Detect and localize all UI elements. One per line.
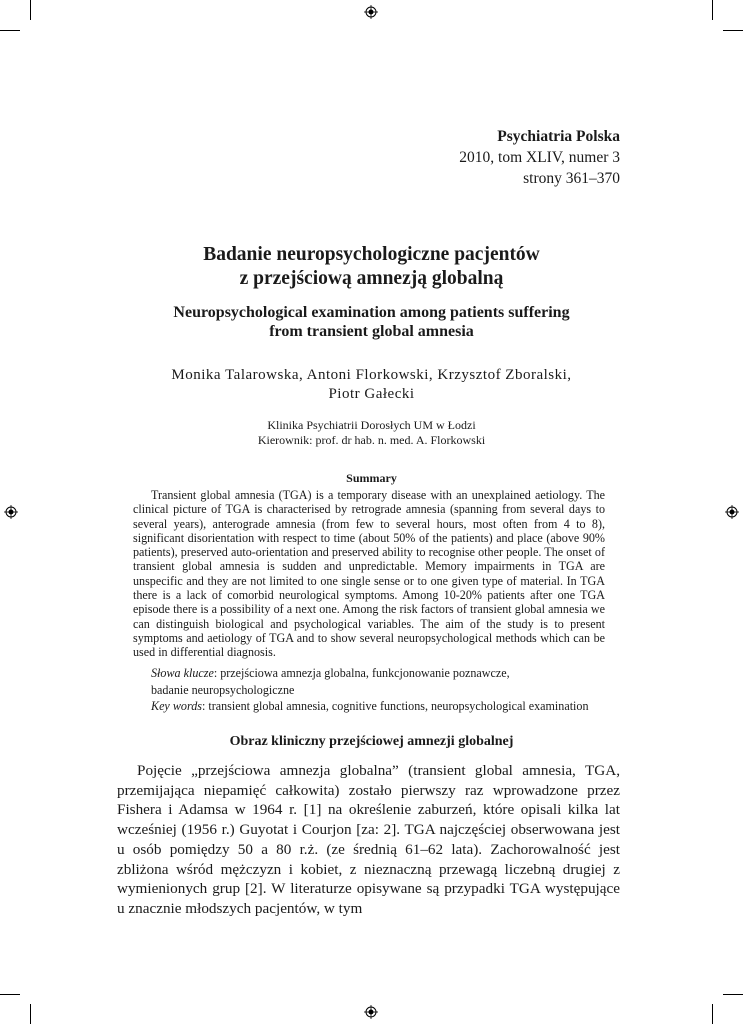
affiliation-line: Klinika Psychiatrii Dorosłych UM w Łodzi — [267, 418, 476, 432]
crop-mark — [0, 30, 20, 31]
authors-line: Piotr Gałecki — [328, 386, 415, 402]
keywords-en-text: : transient global amnesia, cognitive functions, neuropsychological examination — [201, 699, 589, 714]
authors-line: Monika Talarowska, Antoni Florkowski, Krzysztof Zboralski, — [171, 367, 572, 383]
title-line: Neuropsychological examination among patients suffering — [173, 304, 570, 321]
journal-name: Psychiatria Polska — [497, 128, 620, 145]
summary-heading: Summary — [346, 471, 397, 485]
registration-mark-icon — [4, 505, 18, 519]
article-title-polish — [0, 243, 743, 291]
registration-mark-icon — [364, 5, 378, 19]
section-heading: Obraz kliniczny przejściowej amnezji globalnej — [229, 734, 514, 749]
title-line: z przejściową amnezją globalną — [239, 268, 504, 289]
keywords-polish — [151, 665, 621, 682]
article-title-english — [0, 303, 743, 341]
body-paragraph: Pojęcie „przejściowa amnezja globalna” (transient global amnesia, TGA, przemijająca niepamięć całkowita) zostało pierwszy raz wprowadzone przez Fishera i Adamsa w 1964 r. [1] na określenie zaburzeń, które opisali kilka lat wcześniej (1956 r.) Guyotat i Courjon [za: 2]. TGA najczęściej obserwowana jest u osób pomiędzy 50 a 80 r.ż. (ze średnią 61–62 lata). Zachorowalność jest zbliżona wśród mężczyzn i kobiet, z nieznaczną przewagą liczebną drugiej z wymienionych grup [2]. W literaturze opisywane są przypadki TGA występujące u znacznie młodszych pacjentów, w tym — [117, 762, 620, 917]
affiliation — [0, 418, 743, 448]
keywords-block — [151, 665, 621, 715]
crop-mark — [0, 994, 20, 995]
keywords-en-label: Key words — [151, 699, 202, 714]
crop-mark — [30, 0, 31, 20]
registration-mark-icon — [725, 505, 739, 519]
keywords-pl-label: Słowa klucze — [151, 666, 214, 680]
crop-mark — [723, 994, 743, 995]
journal-pages: strony 361–370 — [523, 170, 620, 187]
keywords-english — [151, 698, 621, 715]
crop-mark — [723, 30, 743, 31]
journal-issue: 2010, tom XLIV, numer 3 — [459, 149, 620, 166]
keywords-pl-continued: badanie neuropsychologiczne — [151, 682, 295, 697]
crop-mark — [30, 1004, 31, 1024]
author-list — [0, 366, 743, 404]
keywords-pl-text: : przejściowa amnezja globalna, funkcjonowanie poznawcze, — [213, 666, 510, 680]
journal-header — [459, 126, 620, 189]
affiliation-line: Kierownik: prof. dr hab. n. med. A. Florkowski — [257, 433, 486, 447]
crop-mark — [712, 1004, 713, 1024]
title-line: Badanie neuropsychologiczne pacjentów — [203, 244, 540, 265]
summary-text: Transient global amnesia (TGA) is a temporary disease with an unexplained aetiology. The clinical picture of TGA is characterised by retrograde amnesia (spanning from several days to several years), anterograde amnesia (from few to several hours, most often from 4 to 8), significant disorientation with respect to time (about 50% of the patients) and place (above 90% patients), preserved auto-orientation and preserved ability to recognise other people. The onset of transient global amnesia is sudden and unpredictable. Memory impairments in TGA are unspecific and they are not limited to one single sense or to one given type of material. In TGA there is a lack of comorbid neurological symptoms. Among 10-20% patients after one TGA episode there is a possibility of a next one. Among the risk factors of transient global amnesia we can distinguish biological and psychological variables. The aim of the study is to present symptoms and aetiology of TGA and to show several neuropsychological methods which can be used in differential diagnosis. — [133, 488, 605, 660]
registration-mark-icon — [364, 1005, 378, 1019]
crop-mark — [712, 0, 713, 20]
title-line: from transient global amnesia — [269, 323, 474, 340]
